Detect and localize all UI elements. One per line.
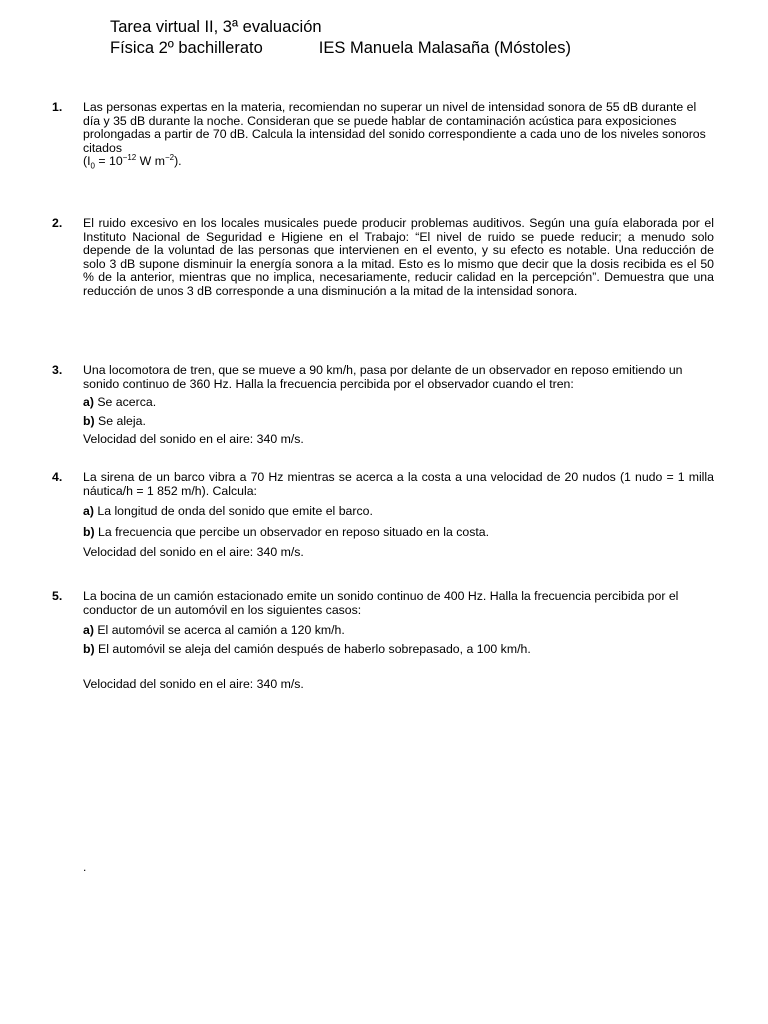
- part-a: a) La longitud de onda del sonido que emite el barco.: [83, 504, 373, 518]
- reference-intensity: ($I_0 = 10^{-12}$ W $m^{-2}$).: [83, 152, 182, 171]
- trailing-dot: .: [83, 860, 87, 874]
- question-3: [52, 364, 714, 447]
- assignment-title: Tarea virtual II, 3ª evaluación: [110, 18, 322, 36]
- question-number: 5.: [52, 589, 63, 603]
- question-number: 2.: [52, 216, 63, 230]
- sound-speed-note: Velocidad del sonido en el aire: 340 m/s.: [83, 545, 304, 559]
- question-number: 3.: [52, 363, 63, 377]
- part-b: b) La frecuencia que percibe un observador en reposo situado en la costa.: [83, 524, 490, 539]
- question-text: Las personas expertas en la materia, recomiendan no superar un nivel de intensidad sonora de 55 dB durante el día y 35 dB durante la noche. Consideran que se puede hablar de contaminación acústica para exposiciones prolongadas a partir de 70 dB. Calcula la intensidad del sonido correspondiente a cada uno de los niveles sonoros citados: [83, 100, 706, 155]
- question-2: [52, 217, 714, 298]
- question-1: [52, 101, 714, 169]
- course-name: Física 2º bachillerato: [110, 39, 263, 57]
- question-4: [52, 471, 714, 560]
- part-b: b) Se aleja.: [83, 413, 146, 428]
- part-a: a) Se acerca.: [83, 395, 157, 409]
- sound-speed-note: Velocidad del sonido en el aire: 340 m/s.: [83, 677, 304, 691]
- question-number: 1.: [52, 100, 63, 114]
- document-header: [110, 17, 571, 59]
- question-text: El ruido excesivo en los locales musicales puede producir problemas auditivos. Según una guía elaborada por el Instituto Nacional de Seguridad e Higiene en el Trabajo: “El nivel de ruido se puede reducir; a menudo solo depende de la voluntad de las personas que intervienen en el evento, y su efecto es notable. Una reducción de solo 3 dB supone disminuir la energía sonora a la mitad. Esto es lo mismo que decir que la dosis recibida es el 50 % de la anterior, mientras que no implica, necesariamente, reducir calidad en la percepción”. Demuestra que una reducción de unos 3 dB corresponde a una disminución a la mitad de la intensidad sonora.: [83, 216, 714, 298]
- header-course-row: [110, 38, 571, 59]
- question-text: La sirena de un barco vibra a 70 Hz mientras se acerca a la costa a una velocidad de 20 nudos (1 nudo = 1 milla náutica/h = 1 852 m/h). Calcula:: [83, 470, 714, 498]
- part-b: b) El automóvil se aleja del camión después de haberlo sobrepasado, a 100 km/h.: [83, 641, 531, 656]
- question-text: La bocina de un camión estacionado emite un sonido continuo de 400 Hz. Halla la frecuencia percibida por el conductor de un automóvil en los siguientes casos:: [83, 589, 679, 617]
- sound-speed-note: Velocidad del sonido en el aire: 340 m/s.: [83, 432, 304, 446]
- question-number: 4.: [52, 470, 63, 484]
- question-text: Una locomotora de tren, que se mueve a 90 km/h, pasa por delante de un observador en reposo emitiendo un sonido continuo de 360 Hz. Halla la frecuencia percibida por el observador cuando el tren:: [83, 363, 683, 391]
- question-5: [52, 590, 714, 692]
- school-name: IES Manuela Malasaña (Móstoles): [318, 39, 571, 57]
- part-a: a) El automóvil se acerca al camión a 120 km/h.: [83, 623, 345, 637]
